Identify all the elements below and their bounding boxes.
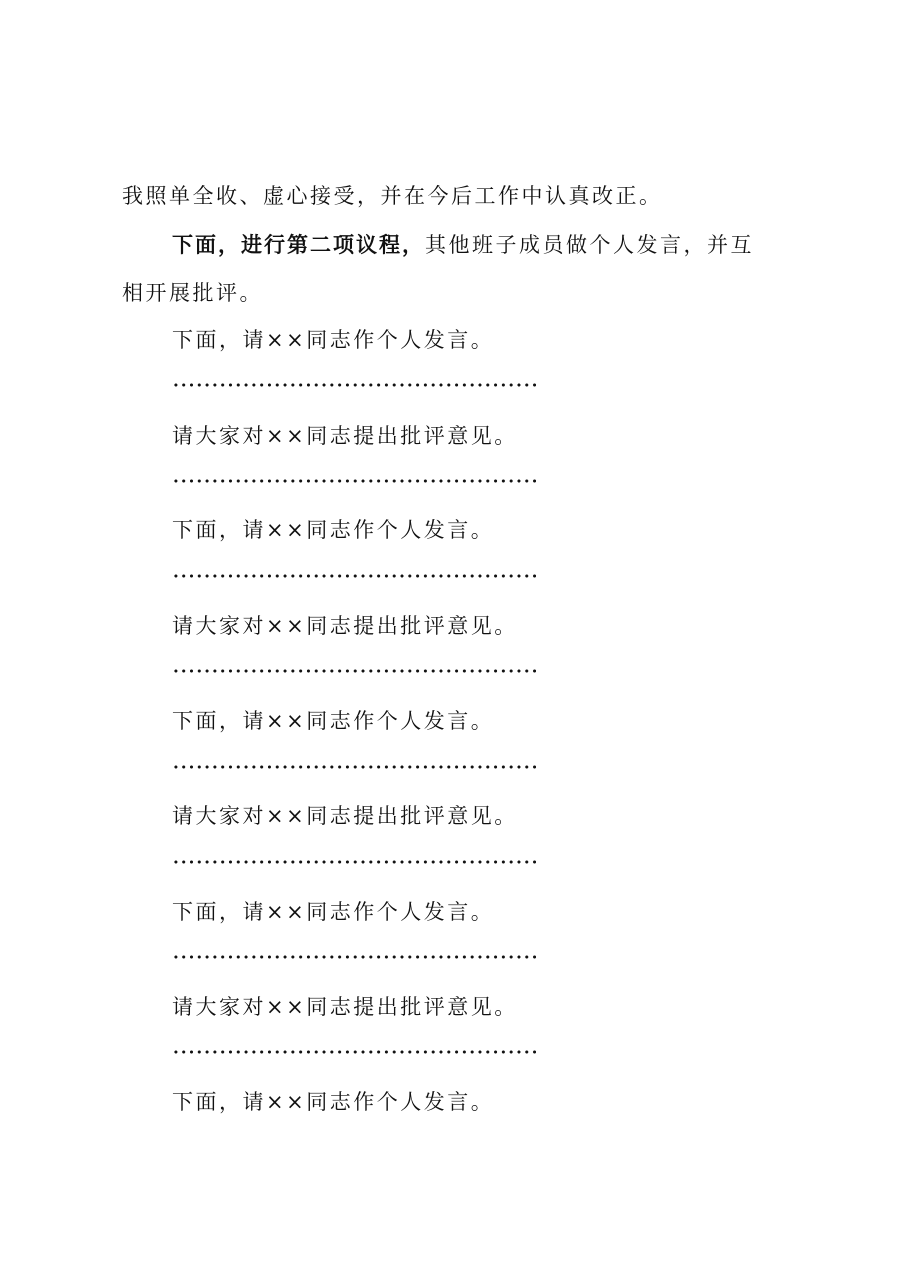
paragraph-line: 相开展批评。: [122, 281, 263, 305]
ellipsis-line: [172, 574, 536, 578]
speech-item: 下面，请××同志作个人发言。: [172, 518, 495, 542]
agenda-paragraph: [172, 231, 754, 259]
criticism-item: 请大家对××同志提出批评意见。: [172, 424, 518, 448]
ellipsis-line: [172, 860, 536, 864]
ellipsis-line: [172, 383, 536, 387]
speech-item: 下面，请××同志作个人发言。: [172, 709, 495, 733]
agenda-heading: 下面，进行第二项议程，: [172, 233, 425, 257]
speech-item: 下面，请××同志作个人发言。: [172, 1090, 495, 1114]
speech-item: 下面，请××同志作个人发言。: [172, 328, 495, 352]
ellipsis-line: [172, 479, 536, 483]
ellipsis-line: [172, 669, 536, 673]
criticism-item: 请大家对××同志提出批评意见。: [172, 804, 518, 828]
criticism-item: 请大家对××同志提出批评意见。: [172, 995, 518, 1019]
paragraph-line: 我照单全收、虚心接受，并在今后工作中认真改正。: [122, 184, 663, 208]
agenda-text: 其他班子成员做个人发言，并互: [425, 233, 754, 257]
ellipsis-line: [172, 1050, 536, 1054]
criticism-item: 请大家对××同志提出批评意见。: [172, 614, 518, 638]
ellipsis-line: [172, 955, 536, 959]
ellipsis-line: [172, 765, 536, 769]
speech-item: 下面，请××同志作个人发言。: [172, 900, 495, 924]
